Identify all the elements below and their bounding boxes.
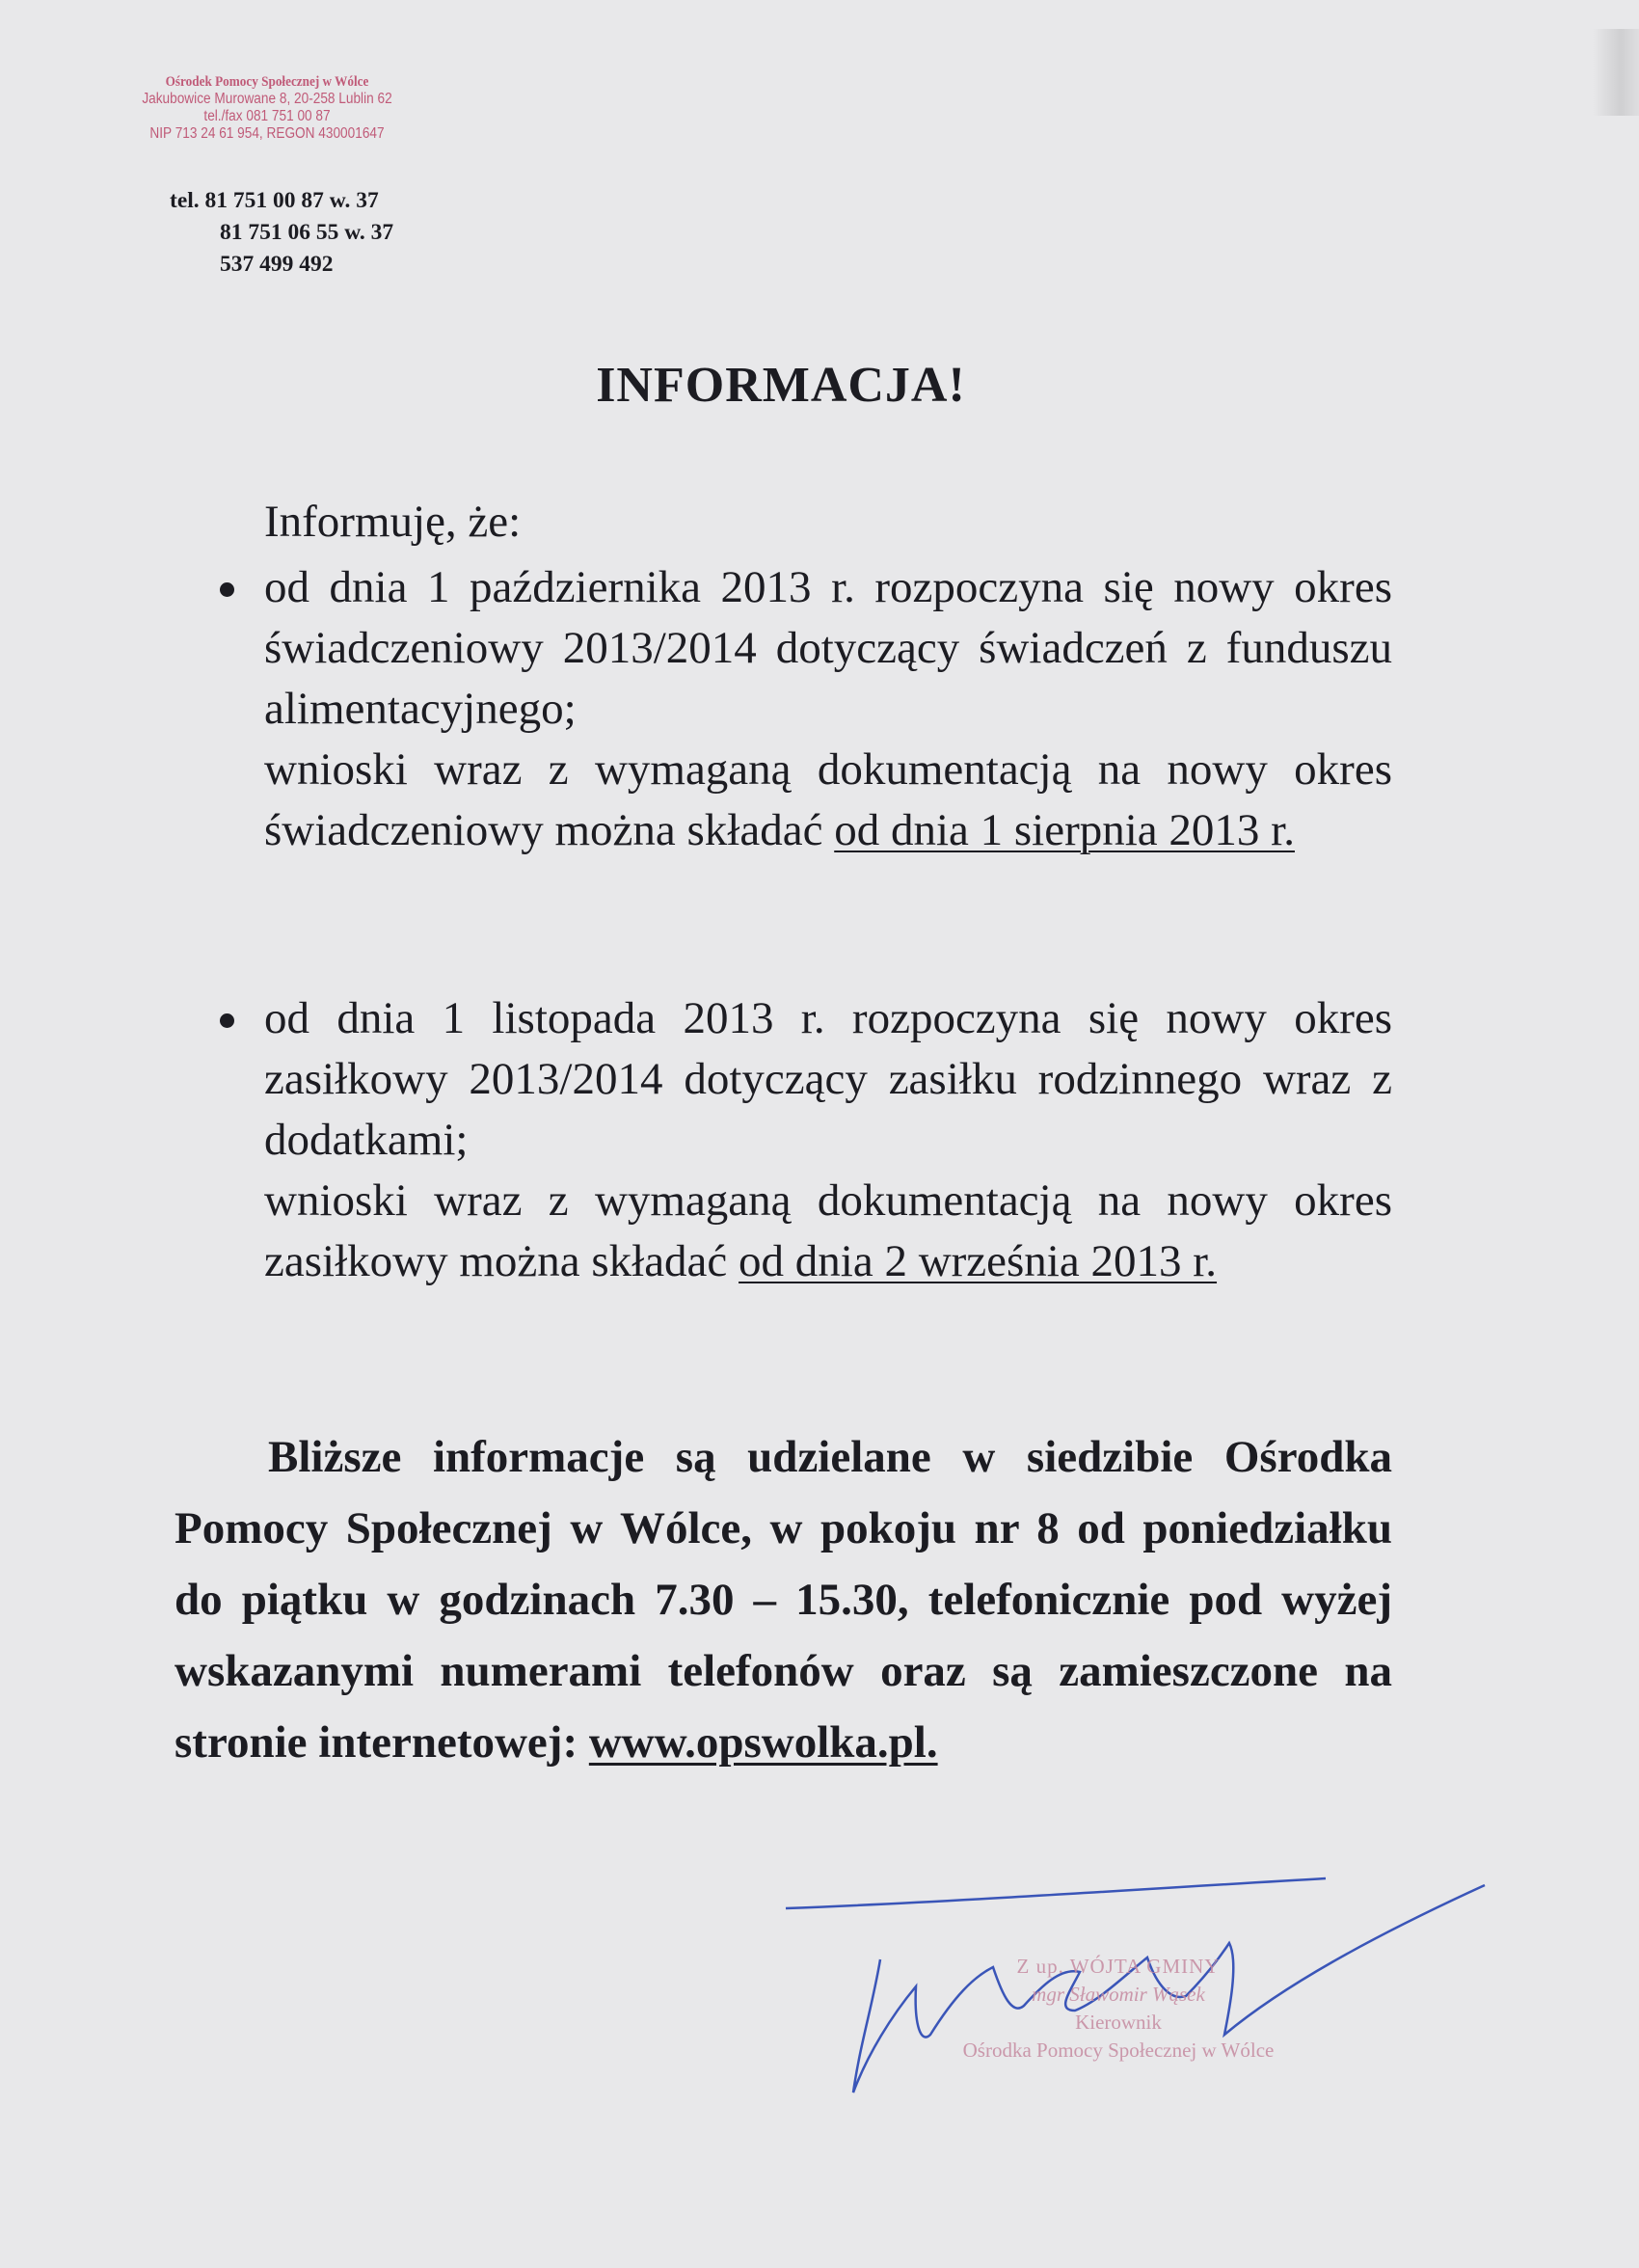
stamp-phone: tel./fax 081 751 00 87 xyxy=(203,108,331,124)
bullet-2-text2: wnioski wraz z wymaganą dokumentacją na nowy okres zasiłkowy można składać xyxy=(264,1175,1392,1286)
document-title: INFORMACJA! xyxy=(596,358,966,413)
stamp-address: Jakubowice Murowane 8, 20-258 Lublin 62 xyxy=(142,91,392,107)
bullet-2-deadline xyxy=(264,1171,1392,1292)
bullet-1-date: od dnia 1 sierpnia 2013 r. xyxy=(834,805,1295,855)
institution-stamp xyxy=(140,73,394,143)
website-link[interactable]: www.opswolka.pl. xyxy=(588,1717,938,1768)
signature-stamp xyxy=(868,1953,1369,2065)
sig-stamp-line-1: Z up. WÓJTA GMINY xyxy=(1016,1955,1221,1978)
bullet-dot xyxy=(220,582,234,597)
bullet-item-2 xyxy=(264,988,1392,1292)
bullet-1-text2: wnioski wraz z wymaganą dokumentacją na nowy okres świadczeniowy można składać xyxy=(264,744,1392,855)
bullet-1-text: od dnia 1 października 2013 r. rozpoczyna się nowy okres świadczeniowy 2013/2014 dotyczący świadczeń z funduszu alimentacyjnego; xyxy=(264,562,1392,734)
bullet-2-text: od dnia 1 listopada 2013 r. rozpoczyna się nowy okres zasiłkowy 2013/2014 dotyczący zasiłku rodzinnego wraz z dodatkami; xyxy=(264,993,1392,1165)
sig-stamp-line-3: Kierownik xyxy=(1075,2011,1162,2034)
contact-phones xyxy=(170,185,393,281)
bullet-dot xyxy=(220,1013,234,1028)
stamp-ids: NIP 713 24 61 954, REGON 430001647 xyxy=(149,125,385,142)
sig-stamp-line-2: mgr Sławomir Wąsek xyxy=(1032,1983,1205,2006)
stamp-name: Ośrodek Pomocy Społecznej w Wólce xyxy=(165,74,369,90)
bullet-item-1 xyxy=(264,557,1392,861)
scan-edge-shadow xyxy=(1593,29,1639,116)
phone-line-2: 81 751 06 55 w. 37 xyxy=(220,220,394,245)
sig-stamp-line-4: Ośrodka Pomocy Społecznej w Wólce xyxy=(962,2038,1275,2062)
info-text: Bliższe informacje są udzielane w siedzibie Ośrodka Pomocy Społecznej w Wólce, w pokoju nr 8 od poniedziałku do piątku w godzinach 7.30 – 15.30, telefonicznie pod wyżej wskazanymi numerami telefonów oraz są zamieszczone na stronie internetowej: xyxy=(175,1432,1392,1768)
bullet-2-date: od dnia 2 września 2013 r. xyxy=(739,1236,1218,1286)
intro-text: Informuję, że: xyxy=(264,497,522,547)
info-paragraph xyxy=(175,1421,1392,1778)
phone-line-3: 537 499 492 xyxy=(220,252,334,277)
phone-line-1: tel. 81 751 00 87 w. 37 xyxy=(170,188,379,213)
bullet-1-deadline xyxy=(264,740,1392,861)
